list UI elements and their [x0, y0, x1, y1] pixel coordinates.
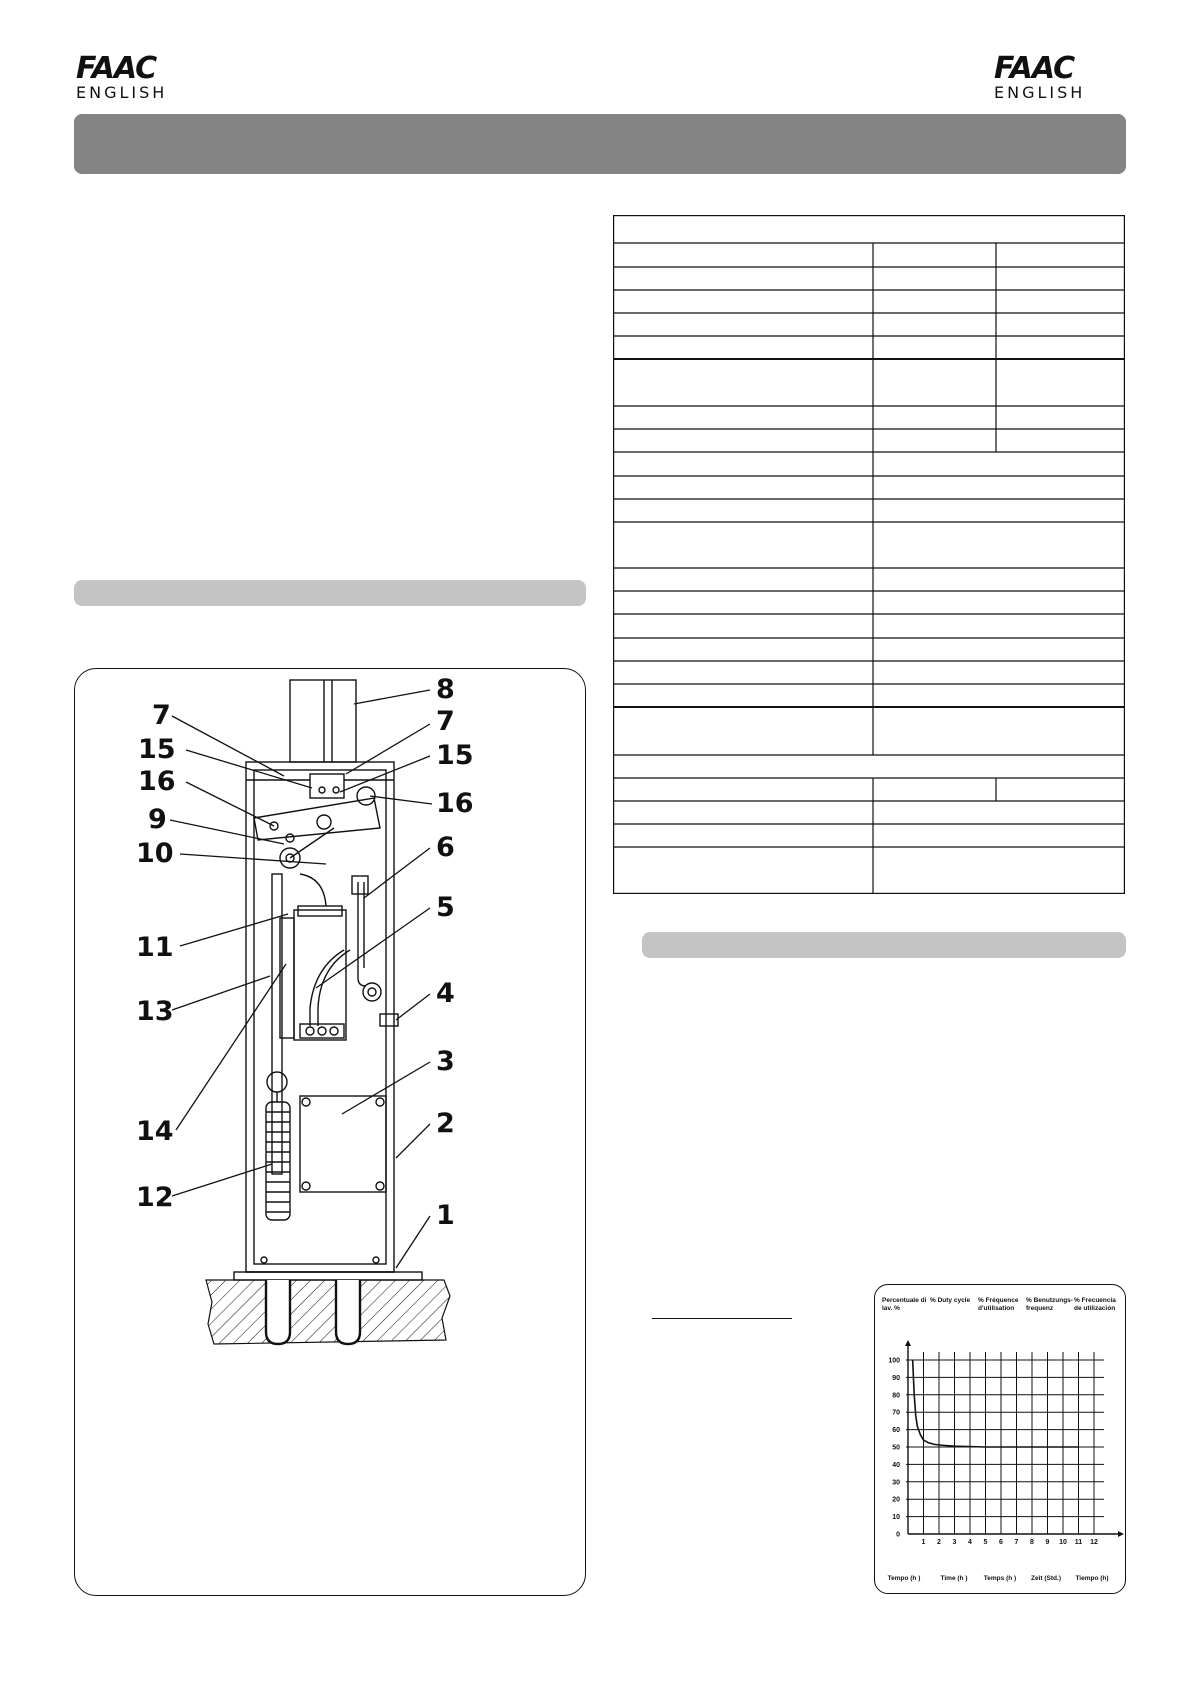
chart-footer-labels: [888, 1575, 1109, 1582]
footer-label-3: Zeit (Std.): [1031, 1575, 1061, 1582]
callout-1: 1: [436, 1200, 455, 1231]
callout-16b: 16: [436, 788, 474, 819]
footer-label-2: Temps (h ): [983, 1575, 1017, 1582]
y-tick-40: 40: [892, 1461, 900, 1469]
chart-header-labels: [882, 1297, 1116, 1312]
x-tick-10: 10: [1059, 1539, 1067, 1546]
title-bar: [74, 114, 1126, 174]
series-line-0: [913, 1360, 1079, 1447]
x-tick-7: 7: [1014, 1539, 1019, 1546]
x-tick-2: 2: [937, 1539, 941, 1546]
brand-name: FAAC: [994, 51, 1075, 86]
language-label: ENGLISH: [76, 83, 168, 102]
y-tick-90: 90: [892, 1374, 900, 1382]
callout-7b: 7: [436, 706, 455, 737]
callout-7a: 7: [152, 700, 171, 731]
y-tick-60: 60: [892, 1427, 900, 1435]
x-tick-6: 6: [999, 1539, 1003, 1546]
brand-name: FAAC: [76, 51, 157, 86]
x-tick-9: 9: [1045, 1539, 1050, 1546]
y-tick-labels: [888, 1358, 900, 1539]
y-tick-0: 0: [896, 1531, 900, 1539]
y-tick-80: 80: [892, 1392, 900, 1400]
barrier-cabinet-diagram: [74, 668, 586, 1596]
section-heading-bar-right: [642, 932, 1126, 958]
footer-label-0: Tempo (h ): [887, 1575, 921, 1582]
callout-5: 5: [436, 892, 455, 923]
x-tick-5: 5: [983, 1539, 988, 1546]
x-tick-11: 11: [1074, 1539, 1083, 1546]
callout-12: 12: [136, 1182, 174, 1213]
y-tick-70: 70: [892, 1409, 900, 1417]
x-tick-3: 3: [952, 1539, 957, 1546]
callout-6: 6: [436, 832, 455, 863]
callout-9: 9: [148, 804, 167, 835]
callout-8: 8: [436, 674, 455, 705]
x-tick-8: 8: [1030, 1539, 1034, 1546]
callout-10: 10: [136, 838, 174, 869]
y-axis-arrow: [905, 1340, 911, 1346]
y-tick-20: 20: [892, 1496, 900, 1504]
header-label-4: % Frecuencia de utilización: [1074, 1297, 1116, 1312]
duty-cycle-chart: [874, 1284, 1126, 1594]
callout-15a: 15: [138, 734, 176, 765]
callout-4: 4: [436, 978, 455, 1009]
y-tick-100: 100: [888, 1357, 900, 1365]
callout-3: 3: [436, 1046, 455, 1077]
faac-logo-left: [76, 51, 206, 104]
faac-logo-right: [994, 51, 1124, 104]
callout-15b: 15: [436, 740, 474, 771]
y-tick-30: 30: [892, 1479, 900, 1487]
callout-16a: 16: [138, 766, 176, 797]
x-tick-labels: [922, 1539, 1098, 1546]
footer-label-4: Tiempo (h): [1075, 1575, 1109, 1582]
chart-grid: [905, 1340, 1124, 1537]
duty-cycle-line: [913, 1360, 1079, 1447]
divider-rule: [652, 1318, 792, 1319]
x-tick-12: 12: [1090, 1539, 1098, 1546]
header-label-3: % Benutzungs-frequenz: [1026, 1297, 1073, 1312]
x-tick-1: 1: [921, 1539, 926, 1546]
x-axis-arrow: [1118, 1531, 1124, 1537]
y-tick-50: 50: [892, 1444, 900, 1452]
section-heading-bar-left: [74, 580, 586, 606]
x-tick-4: 4: [968, 1539, 972, 1546]
header-label-0: Percentuale di lav. %: [882, 1297, 927, 1312]
header-label-1: % Duty cycle: [930, 1297, 971, 1304]
footer-label-1: Time (h ): [940, 1575, 968, 1582]
header-label-2: % Fréquence d'utilisation: [978, 1297, 1019, 1312]
callout-14: 14: [136, 1116, 174, 1147]
technical-specs-table: [613, 215, 1125, 894]
callout-2: 2: [436, 1108, 455, 1139]
callout-11: 11: [136, 932, 174, 963]
y-tick-10: 10: [892, 1514, 900, 1522]
language-label: ENGLISH: [994, 83, 1086, 102]
callout-13: 13: [136, 996, 174, 1027]
